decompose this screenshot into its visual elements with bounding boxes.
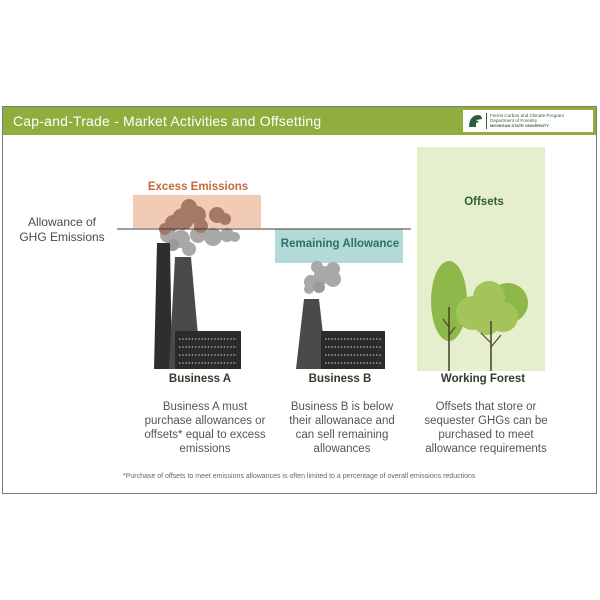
business-b-title: Business B: [308, 373, 372, 385]
offsets-box: [417, 147, 545, 371]
business-a-description: Business A must purchase allowances or offsets* equal to excess emissions: [144, 401, 266, 455]
working-forest-title: Working Forest: [440, 373, 526, 385]
business-b-smoke-icon: [304, 261, 341, 294]
remaining-allowance-label: Remaining Allowance: [280, 238, 400, 250]
business-b-description: Business B is below their allowanace and can sell remaining allowances: [289, 401, 395, 455]
allowance-label: Allowance of GHG Emissions: [19, 215, 105, 244]
business-a-factory-icon: [154, 243, 241, 369]
slide: [2, 106, 597, 494]
working-forest-description: Offsets that store or sequester GHGs can be purchased to meet allowance requirements: [424, 401, 548, 455]
program-name: Forest Carbon and Climate Program: [490, 113, 565, 118]
offsets-label: Offsets: [464, 196, 504, 208]
department-name: Department of Forestry: [490, 118, 538, 123]
university-name: MICHIGAN STATE UNIVERSITY: [490, 123, 549, 128]
slide-title: Cap-and-Trade - Market Activities and Offsetting: [13, 113, 322, 129]
excess-emissions-label: Excess Emissions: [147, 181, 249, 193]
footnote: *Purchase of offsets to meet emissions allowances is often limited to a percentage of overall emissions reductions: [123, 473, 476, 480]
business-b-factory-icon: [296, 299, 385, 369]
business-a-title: Business A: [168, 373, 232, 385]
